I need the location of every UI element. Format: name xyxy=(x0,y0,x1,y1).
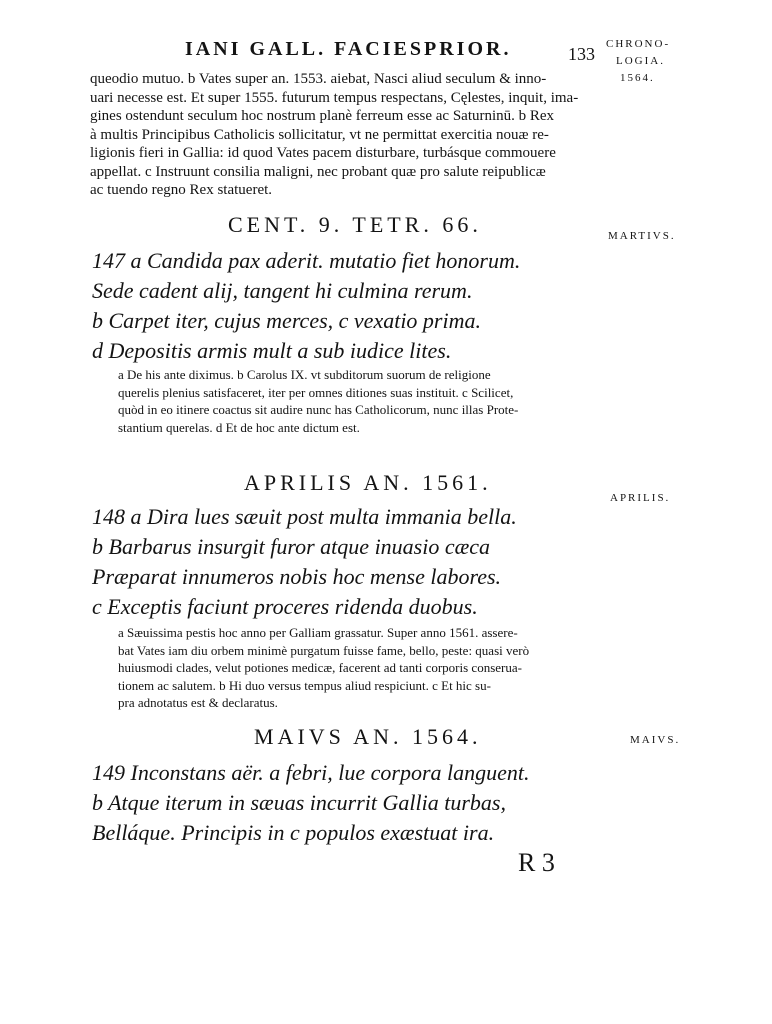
section-heading: CENT. 9. TETR. 66. xyxy=(228,212,482,237)
margin-line: CHRONO- xyxy=(606,38,671,50)
text-line: ligionis fieri in Gallia: id quod Vates pacem disturbare, turbásque commouere xyxy=(90,145,556,161)
text-line: ac tuendo regno Rex statueret. xyxy=(90,182,273,198)
margin-line: LOGIA. xyxy=(616,55,665,67)
intro-paragraph xyxy=(90,70,600,200)
verse-line: b Atque iterum in sæuas incurrit Gallia turbas, xyxy=(92,790,506,815)
page-number: 133 xyxy=(568,44,595,64)
text-line: huiusmodi clades, velut potiones medicæ, facerent ad tanti corporis conserua- xyxy=(118,660,522,675)
verse-line: 149 Inconstans aër. a febri, lue corpora languent. xyxy=(92,760,530,785)
signature-mark: R 3 xyxy=(518,848,555,877)
margin-line: 1564. xyxy=(620,72,655,84)
verse-line: b Carpet iter, cujus merces, c vexatio prima. xyxy=(92,308,481,333)
section-heading: APRILIS AN. 1561. xyxy=(244,470,492,495)
commentary-147 xyxy=(118,366,608,436)
verse-line: b Barbarus insurgit furor atque inuasio cæca xyxy=(92,534,491,559)
verse-line: Præparat innumeros nobis hoc mense labores. xyxy=(92,564,502,589)
verse-line: Belláque. Principis in c populos exæstuat ira. xyxy=(92,820,495,845)
verse-line: Sede cadent alij, tangent hi culmina rerum. xyxy=(92,278,473,303)
margin-chronologia xyxy=(606,36,670,87)
text-line: a Sæuissima pestis hoc anno per Galliam grassatur. Super anno 1561. assere- xyxy=(118,625,518,640)
text-line: querelis plenius satisfaceret, iter per omnes ditiones suas instituit. c Scilicet, xyxy=(118,384,514,400)
text-line: a De his ante diximus. b Carolus IX. vt subditorum suorum de religione xyxy=(118,367,491,382)
verse-line: d Depositis armis mult a sub iudice lites. xyxy=(92,338,452,363)
verse-line: 148 a Dira lues sæuit post multa immania bella. xyxy=(92,504,517,529)
margin-month: MAIVS. xyxy=(630,734,681,746)
margin-month: MARTIVS. xyxy=(608,230,676,242)
section-heading: MAIVS AN. 1564. xyxy=(254,724,482,749)
text-line: quòd in eo itinere coactus sit audire nunc has Catholicorum, nunc illas Prote- xyxy=(118,402,519,417)
verse-line: 147 a Candida pax aderit. mutatio fiet honorum. xyxy=(92,248,521,273)
text-line: tionem ac salutem. b Hi duo versus tempus aliud respiciunt. c Et hic su- xyxy=(118,677,491,693)
text-line: bat Vates iam diu orbem minimè purgatum fuisse fame, bello, peste: quasi verò xyxy=(118,642,530,658)
text-line: pra adnotatus est & declaratus. xyxy=(118,695,278,710)
text-line: uari necesse est. Et super 1555. futurum tempus respectans, Cęlestes, inquit, ima- xyxy=(90,89,579,106)
quatrain-147 xyxy=(92,246,520,366)
text-line: à multis Principibus Catholicis sollicitatur, vt ne permittat exercitia nouæ re- xyxy=(90,126,549,143)
text-line: stantium querelas. d Et de hoc ante dictum est. xyxy=(118,419,360,435)
running-title: IANI GALL. FACIESPRIOR. xyxy=(185,38,512,60)
verse-line: c Exceptis faciunt proceres ridenda duobus. xyxy=(92,594,478,619)
margin-month: APRILIS. xyxy=(610,492,671,504)
text-line: appellat. c Instruunt consilia maligni, nec probant quæ pro salute reipublicæ xyxy=(90,163,546,180)
text-line: queodio mutuo. b Vates super an. 1553. aiebat, Nasci aliud seculum & inno- xyxy=(90,71,547,87)
quatrain-148 xyxy=(92,502,517,622)
commentary-148 xyxy=(118,624,608,712)
quatrain-149 xyxy=(92,758,530,848)
text-line: gines ostendunt seculum hoc nostrum planè ferreum esse ac Saturninū. b Rex xyxy=(90,108,555,124)
